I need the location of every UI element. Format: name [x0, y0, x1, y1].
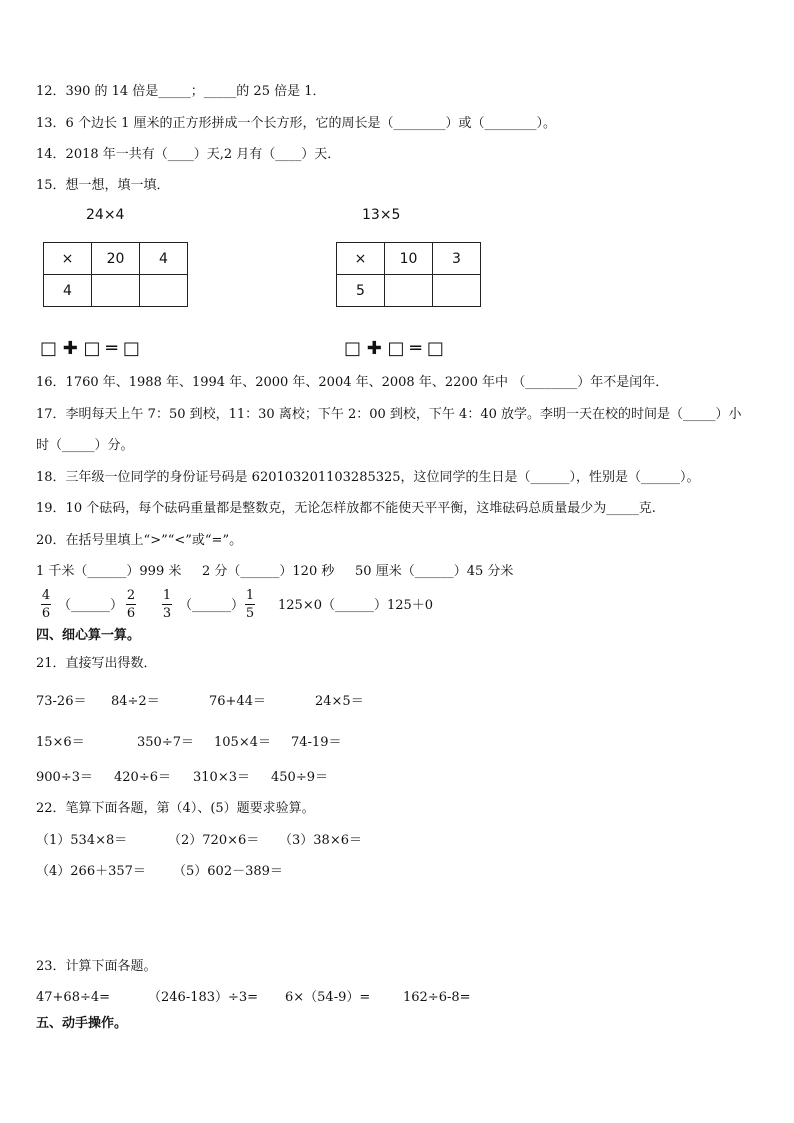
question-21: 21．直接写出得数．: [36, 656, 157, 671]
fraction-denominator: 3: [162, 606, 172, 621]
calc-item: 105×4＝: [214, 735, 271, 750]
section-4-heading: 四、细心算一算。: [36, 628, 141, 643]
answer-blank[interactable]: （______）: [58, 598, 124, 613]
calc-item: 420÷6＝: [114, 770, 171, 785]
table-cell: 10: [385, 243, 433, 275]
calc-item: 24×5＝: [315, 694, 364, 709]
question-13: 13．6 个边长 1 厘米的正方形拼成一个长方形，它的周长是（________）或（________）。: [36, 116, 556, 131]
fraction-numerator: 1: [162, 588, 172, 603]
question-23: 23．计算下面各题。: [36, 959, 157, 974]
calc-item: （4）266＋357＝: [36, 864, 146, 879]
fraction-1-5: [245, 588, 255, 621]
calc-item: 310×3＝: [193, 770, 250, 785]
answer-blank[interactable]: （______）: [179, 598, 245, 613]
fraction-1-3: [162, 588, 172, 621]
calc-item: 15×6＝: [36, 735, 85, 750]
fraction-4-6: [41, 588, 51, 621]
table-right-title: 13×5: [362, 207, 401, 223]
question-20-line1: 1 千米（______）999 米 2 分（______）120 秒 50 厘米（______）45 分米: [36, 564, 514, 579]
table-cell[interactable]: [385, 275, 433, 307]
question-12: 12．390 的 14 倍是_____；_____的 25 倍是 1．: [36, 84, 326, 99]
table-cell[interactable]: [140, 275, 188, 307]
question-20-tail: 125×0（______）125＋0: [278, 598, 434, 613]
calc-item: （5）602－389＝: [173, 864, 283, 879]
fraction-numerator: 4: [41, 588, 51, 603]
question-14: 14．2018 年一共有（____）天,2 月有（____）天．: [36, 147, 341, 162]
calc-item: 6×（54-9）=: [285, 990, 371, 1005]
calc-item: 73-26＝: [36, 694, 87, 709]
calc-item: 162÷6-8=: [403, 990, 471, 1005]
calc-item: （1）534×8＝: [36, 833, 128, 848]
section-5-heading: 五、动手操作。: [36, 1016, 128, 1031]
multiplication-table-right: [336, 242, 481, 307]
table-cell: 5: [337, 275, 385, 307]
multiplication-table-left: [43, 242, 188, 307]
calc-item: 350÷7＝: [137, 735, 194, 750]
calc-item: （2）720×6＝: [168, 833, 260, 848]
calc-item: （246-183）÷3=: [148, 990, 259, 1005]
calc-item: 47+68÷4=: [36, 990, 111, 1005]
table-cell[interactable]: [92, 275, 140, 307]
table-cell: ×: [337, 243, 385, 275]
fraction-denominator: 6: [126, 606, 136, 621]
table-cell: 4: [44, 275, 92, 307]
question-17-line2: 时（_____）分。: [36, 438, 134, 453]
calc-item: 84÷2＝: [111, 694, 160, 709]
question-16: 16．1760 年、1988 年、1994 年、2000 年、2004 年、2008 年、2200 年中 （________）年不是闰年．: [36, 375, 669, 390]
table-cell: 4: [140, 243, 188, 275]
calc-item: 900÷3＝: [36, 770, 93, 785]
table-cell: ×: [44, 243, 92, 275]
question-18: 18．三年级一位同学的身份证号码是 620103201103285325，这位同学的生日是（______），性别是（______）。: [36, 470, 700, 485]
fraction-denominator: 6: [41, 606, 51, 621]
table-cell[interactable]: [433, 275, 481, 307]
calc-item: 450÷9＝: [271, 770, 328, 785]
fraction-numerator: 1: [245, 588, 255, 603]
fraction-2-6: [126, 588, 136, 621]
calc-item: 74-19＝: [291, 735, 342, 750]
fraction-numerator: 2: [126, 588, 136, 603]
question-15: 15．想一想，填一填．: [36, 178, 170, 193]
table-cell: 3: [433, 243, 481, 275]
question-20: 20．在括号里填上“>”“<”或“=”。: [36, 533, 243, 548]
question-22: 22．笔算下面各题，第（4）、(5）题要求验算。: [36, 801, 315, 816]
calc-item: 76+44＝: [209, 694, 266, 709]
question-19: 19．10 个砝码，每个砝码重量都是整数克，无论怎样放都不能使天平平衡，这堆砝码总质量最少为_____克.: [36, 501, 656, 516]
question-17-line1: 17．李明每天上午 7：50 到校，11：30 离校；下午 2：00 到校，下午 4：40 放学。李明一天在校的时间是（_____）小: [36, 407, 742, 422]
calc-item: （3）38×6＝: [279, 833, 362, 848]
table-left-title: 24×4: [86, 207, 125, 223]
equation-right: □ ✚ □ ═ □: [344, 338, 444, 359]
equation-left: □ ✚ □ ═ □: [40, 338, 140, 359]
table-cell: 20: [92, 243, 140, 275]
fraction-denominator: 5: [245, 606, 255, 621]
